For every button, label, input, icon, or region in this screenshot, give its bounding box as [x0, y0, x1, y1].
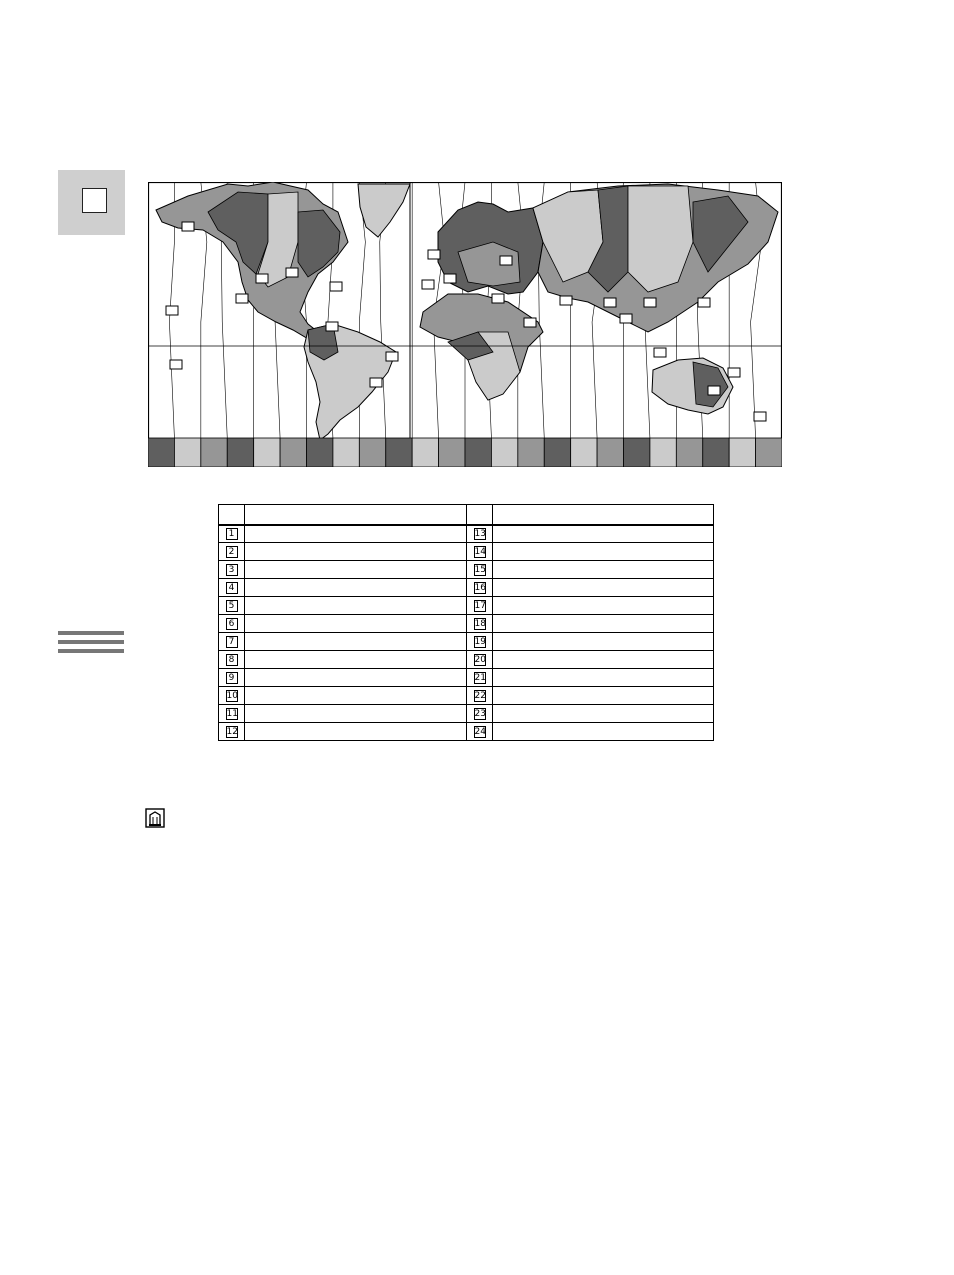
zone-city-right — [493, 651, 714, 669]
city-marker-box — [644, 298, 656, 307]
table-row — [219, 651, 714, 669]
zone-number-left: 6 — [219, 615, 245, 633]
table-row — [219, 543, 714, 561]
table-row — [219, 633, 714, 651]
city-marker-box — [422, 280, 434, 289]
zone-band-1 — [148, 438, 174, 467]
zone-city-right — [493, 687, 714, 705]
section-marker-icon — [82, 188, 107, 213]
city-marker-box — [754, 412, 766, 421]
zone-number-right: 15 — [467, 561, 493, 579]
zone-number-left: 12 — [219, 723, 245, 741]
table-row — [219, 723, 714, 741]
zone-band-17 — [571, 438, 597, 467]
zone-number-right: 24 — [467, 723, 493, 741]
city-marker-box — [560, 296, 572, 305]
city-marker-box — [654, 348, 666, 357]
header-num-right — [467, 505, 493, 525]
city-marker-box — [492, 294, 504, 303]
city-marker-box — [330, 282, 342, 291]
zone-band-2 — [174, 438, 200, 467]
zone-band-5 — [254, 438, 280, 467]
city-marker-box — [326, 322, 338, 331]
city-marker-box — [728, 368, 740, 377]
zone-band-4 — [227, 438, 253, 467]
zone-city-right — [493, 669, 714, 687]
city-marker-box — [604, 298, 616, 307]
zone-band-3 — [201, 438, 227, 467]
zone-number-right: 20 — [467, 651, 493, 669]
zone-band-15 — [518, 438, 544, 467]
zone-band-18 — [597, 438, 623, 467]
header-num-left — [219, 505, 245, 525]
zone-number-left: 2 — [219, 543, 245, 561]
time-zone-table — [218, 504, 714, 741]
zone-city-right — [493, 579, 714, 597]
table-row — [219, 687, 714, 705]
city-marker-box — [428, 250, 440, 259]
zone-number-right: 17 — [467, 597, 493, 615]
zone-number-left: 8 — [219, 651, 245, 669]
table-row — [219, 525, 714, 543]
city-marker-box — [256, 274, 268, 283]
city-marker-box — [444, 274, 456, 283]
city-marker-box — [182, 222, 194, 231]
table-row — [219, 669, 714, 687]
zone-number-left: 5 — [219, 597, 245, 615]
section-tab — [58, 170, 125, 235]
city-marker-box — [524, 318, 536, 327]
zone-city-left — [245, 525, 467, 543]
zone-band-23 — [729, 438, 755, 467]
zone-city-left — [245, 651, 467, 669]
zone-band-19 — [624, 438, 650, 467]
zone-band-22 — [703, 438, 729, 467]
zone-number-left: 11 — [219, 705, 245, 723]
zone-city-right — [493, 615, 714, 633]
zone-city-right — [493, 597, 714, 615]
zone-number-left: 1 — [219, 525, 245, 543]
table-row — [219, 579, 714, 597]
city-marker-box — [698, 298, 710, 307]
zone-city-left — [245, 597, 467, 615]
table-row — [219, 705, 714, 723]
zone-band-14 — [491, 438, 517, 467]
zone-number-right: 19 — [467, 633, 493, 651]
zone-number-left: 3 — [219, 561, 245, 579]
zone-number-right: 22 — [467, 687, 493, 705]
zone-band-13 — [465, 438, 491, 467]
zone-band-16 — [544, 438, 570, 467]
city-marker-box — [386, 352, 398, 361]
zone-number-right: 18 — [467, 615, 493, 633]
city-marker-box — [500, 256, 512, 265]
city-marker-box — [166, 306, 178, 315]
note-memo-icon — [145, 808, 165, 828]
zone-number-left: 9 — [219, 669, 245, 687]
zone-city-right — [493, 543, 714, 561]
zone-city-right — [493, 705, 714, 723]
city-marker-box — [620, 314, 632, 323]
header-city-right — [493, 505, 714, 525]
zone-city-left — [245, 669, 467, 687]
table-row — [219, 597, 714, 615]
zone-city-right — [493, 561, 714, 579]
header-city-left — [245, 505, 467, 525]
zone-number-right: 23 — [467, 705, 493, 723]
zone-number-right: 14 — [467, 543, 493, 561]
zone-city-left — [245, 561, 467, 579]
zone-city-right — [493, 723, 714, 741]
zone-city-left — [245, 615, 467, 633]
zone-band-6 — [280, 438, 306, 467]
city-marker-box — [236, 294, 248, 303]
city-marker-box — [286, 268, 298, 277]
zone-city-left — [245, 723, 467, 741]
world-time-zone-map — [148, 182, 782, 467]
zone-band-9 — [359, 438, 385, 467]
zone-band-24 — [756, 438, 782, 467]
zone-city-right — [493, 525, 714, 543]
zone-city-right — [493, 633, 714, 651]
zone-number-right: 21 — [467, 669, 493, 687]
table-row — [219, 561, 714, 579]
zone-band-12 — [439, 438, 465, 467]
zone-city-left — [245, 579, 467, 597]
zone-number-left: 10 — [219, 687, 245, 705]
zone-band-21 — [676, 438, 702, 467]
zone-city-left — [245, 633, 467, 651]
world-map-svg — [148, 182, 782, 467]
zone-band-20 — [650, 438, 676, 467]
zone-city-left — [245, 705, 467, 723]
zone-band-11 — [412, 438, 438, 467]
city-marker-box — [170, 360, 182, 369]
table-row — [219, 615, 714, 633]
zone-band-10 — [386, 438, 412, 467]
zone-city-left — [245, 687, 467, 705]
menu-lines-icon — [58, 631, 124, 661]
zone-number-left: 7 — [219, 633, 245, 651]
city-marker-box — [708, 386, 720, 395]
table-header-row — [219, 505, 714, 525]
city-marker-box — [370, 378, 382, 387]
zone-number-right: 13 — [467, 525, 493, 543]
zone-number-left: 4 — [219, 579, 245, 597]
zone-city-left — [245, 543, 467, 561]
zone-band-7 — [307, 438, 333, 467]
zone-band-8 — [333, 438, 359, 467]
zone-number-right: 16 — [467, 579, 493, 597]
